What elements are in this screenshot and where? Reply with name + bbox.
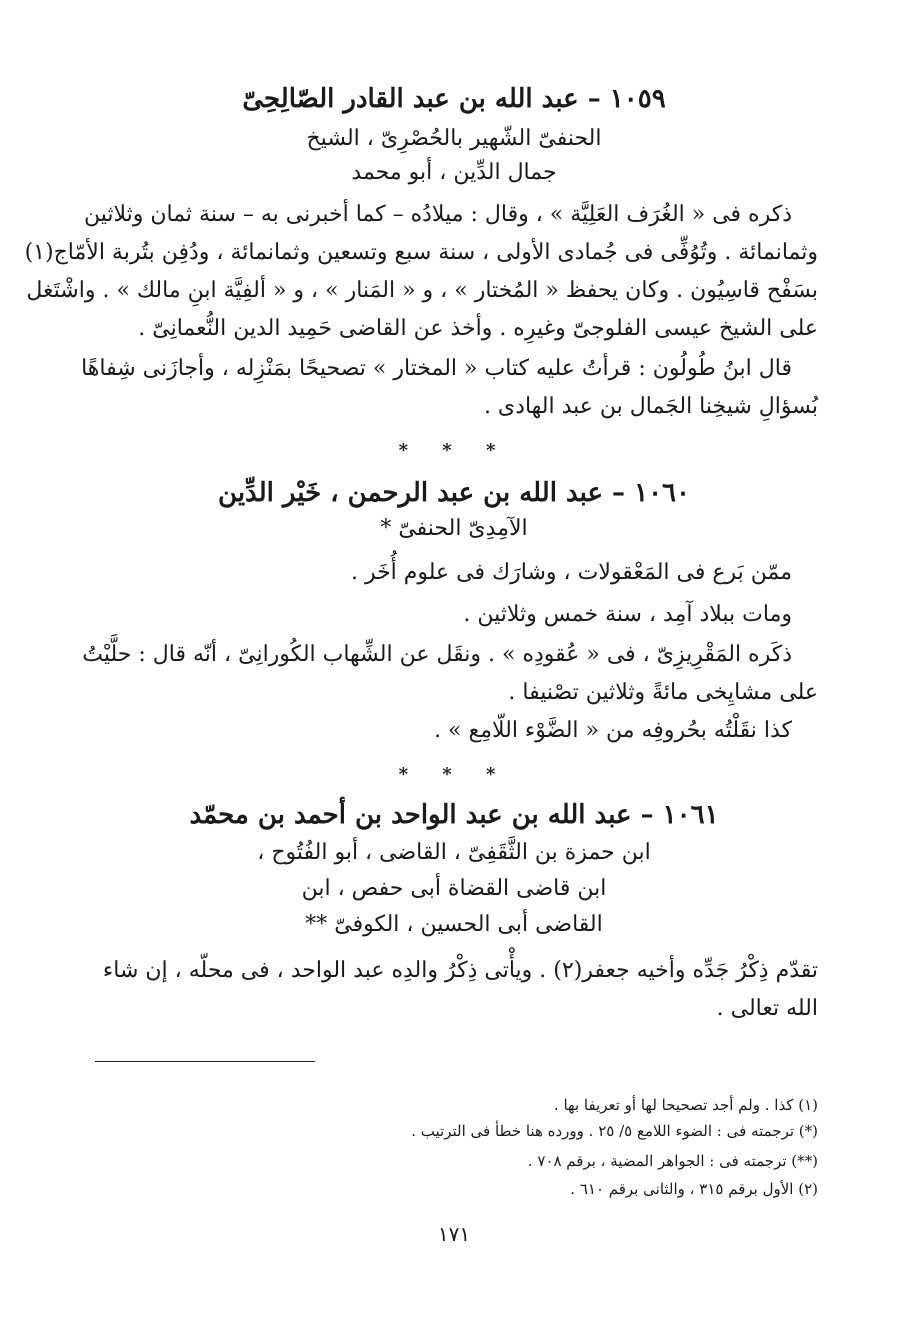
entry-1060-title: ١٠٦٠ – عبد الله بن عبد الرحمن ، خَيْر الدِّين — [218, 478, 690, 508]
entry-1060-text-line-4: على مشايِخى مائةً وثلاثين تصْنيفا . — [508, 680, 818, 705]
entry-1060-text-line-5: كذا نقَلْتُه بحُروفِه من « الضَّوْء اللّامِع » . — [434, 718, 792, 743]
entry-1061-subtitle-1: ابن حمزة بن الثَّقَفِىّ ، القاضى ، أبو الفُتُوح ، — [257, 840, 651, 865]
entry-1059-text-line-3: بسَفْح قاسِيُون . وكان يحفظ « المُختار » ، و « المَنار » ، و « ألفِيَّة ابنِ مالك » . واشْتَغل — [26, 278, 818, 303]
entry-1059-text-line-5: قال ابنُ طُولُون : قرأتُ عليه كتاب « المختار » تصحيحًا بمَنْزِله ، وأجازَنى شِفاهًا — [81, 356, 792, 381]
footnote-1: (١) كذا . ولم أجد تصحيحا لها أو تعريفا بها . — [553, 1096, 818, 1114]
footnote-divider — [95, 1061, 315, 1062]
entry-1061-subtitle-3: القاضى أبى الحسين ، الكوفىّ ** — [305, 912, 603, 937]
entry-1060-text-line-2: ومات ببلاد آمِد ، سنة خمس وثلاثين . — [463, 602, 792, 627]
entry-1060-text-line-3: ذكَره المَقْرِيزِىّ ، فى « عُقودِه » . ونقَل عن الشِّهاب الكُورانِىّ ، أنّه قال : حلَّيْتُ — [82, 642, 792, 667]
entry-1061-text-line-2: الله تعالى . — [716, 996, 818, 1021]
footnote-double-star: (**) ترجمته فى : الجواهر المضية ، برقم ٧٠٨ . — [527, 1152, 818, 1170]
entry-1059-text-line-4: على الشيخ عيسى الفلوجىّ وغيرِه . وأخذ عن القاضى حَمِيد الدين النُّعمانِىّ . — [138, 316, 818, 341]
entry-1059-subtitle-1: الحنفىّ الشّهير بالحُصْرِىّ ، الشيخ — [306, 126, 602, 151]
entry-1060-text-line-1: ممّن بَرع فى المَعْقولات ، وشارَك فى علوم أُخَر . — [350, 560, 792, 585]
footnote-star: (*) ترجمته فى : الضوء اللامع ٥/ ٢٥ . وورده هنا خطأ فى الترتيب . — [411, 1122, 818, 1140]
entry-1059-subtitle-2: جمال الدِّين ، أبو محمد — [351, 160, 557, 185]
entry-1059-text-line-6: بُسؤالِ شيخِنا الجَمال بن عبد الهادى . — [483, 394, 818, 419]
entry-1061-subtitle-2: ابن قاضى القضاة أبى حفص ، ابن — [301, 876, 607, 901]
entry-1060-subtitle-1: الآمِدِىّ الحنفىّ * — [380, 516, 528, 541]
entry-1061-text-line-1: تقدّم ذِكْرُ جَدِّه وأخيه جعفر(٢) . ويأْتى ذِكْرُ والدِه عبد الواحد ، فى محلّه ، إن شاء — [102, 958, 818, 983]
section-separator-2: * * * — [398, 764, 510, 785]
entry-1059-text-line-1: ذكره فى « الغُرَف العَلِيَّة » ، وقال : ميلادُه – كما أخبرنى به – سنة ثمان وثلاثين — [83, 202, 792, 227]
footnote-2: (٢) الأول برقم ٣١٥ ، والثانى برقم ٦١٠ . — [570, 1180, 818, 1198]
entry-1059-title: ١٠٥٩ – عبد الله بن عبد القادر الصّالِحِىّ — [242, 84, 666, 114]
section-separator-1: * * * — [398, 440, 510, 461]
entry-1061-title: ١٠٦١ – عبد الله بن عبد الواحد بن أحمد بن محمّد — [189, 800, 719, 830]
entry-1059-text-line-2: وثمانمائة . وتُوُفِّى فى جُمادى الأولى ، سنة سبع وتسعين وثمانمائة ، ودُفِن بتُربة الأمّاج(١) — [24, 240, 818, 265]
page-number: ١٧١ — [437, 1222, 471, 1246]
